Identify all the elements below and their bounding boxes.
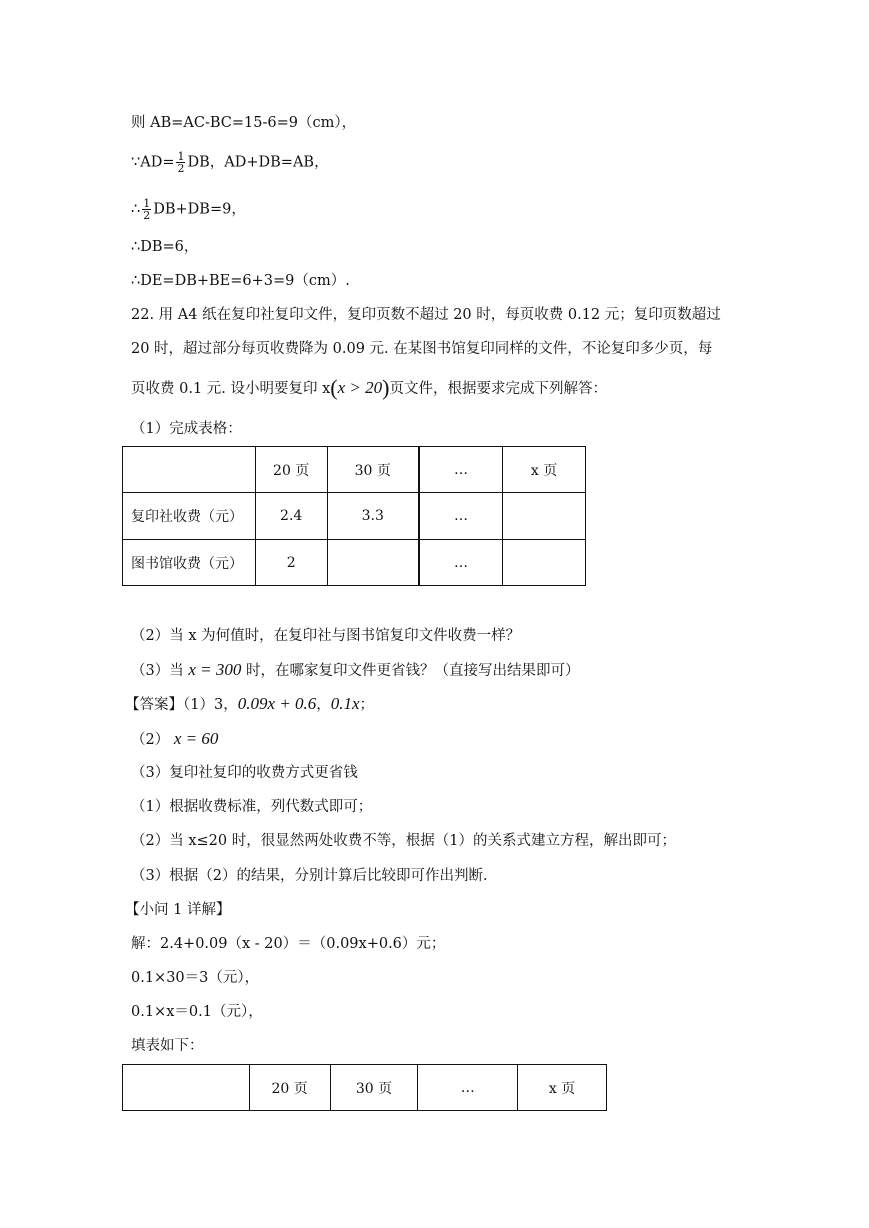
fraction-numerator: 1 bbox=[177, 150, 185, 163]
question-text: 时，在哪家复印文件更省钱？（直接写出结果即可） bbox=[245, 663, 580, 679]
solution-step-3: 0.1×x＝0.1（元）， bbox=[131, 1004, 263, 1020]
answer-2-line bbox=[131, 729, 218, 750]
table-header-cell: … bbox=[419, 447, 503, 493]
question-text: （3）当 bbox=[131, 663, 184, 679]
separator: ， bbox=[316, 697, 331, 713]
question-text: 页收费 0.1 元. 设小明要复印 x bbox=[131, 381, 331, 397]
detail-heading: 【小问 1 详解】 bbox=[125, 902, 231, 918]
table-header-row bbox=[123, 1065, 607, 1111]
analysis-line-1: （1）根据收费标准，列代数式即可； bbox=[131, 799, 373, 815]
part-1-prompt: （1）完成表格： bbox=[131, 421, 242, 437]
math-expression: 0.09x + 0.6 bbox=[237, 694, 317, 713]
table-row bbox=[123, 540, 586, 586]
fraction-denominator: 2 bbox=[177, 162, 185, 175]
answer-line bbox=[125, 694, 374, 715]
fraction-denominator: 2 bbox=[143, 209, 151, 222]
question-text: 页文件，根据要求完成下列解答： bbox=[389, 381, 607, 397]
fraction-half bbox=[142, 198, 151, 221]
analysis-line-3: （3）根据（2）的结果，分别计算后比较即可作出判断. bbox=[131, 868, 488, 884]
math-expression: 0.1x bbox=[330, 694, 360, 713]
table-header-cell: … bbox=[418, 1065, 518, 1111]
solution-step-1: 解：2.4+0.09（x - 20）＝（0.09x+0.6）元； bbox=[131, 936, 446, 952]
fraction-numerator: 1 bbox=[143, 197, 151, 210]
solution-line-ab: 则 AB=AC-BC=15-6=9（cm）， bbox=[131, 115, 357, 131]
table-cell: 2.4 bbox=[255, 493, 327, 540]
question-22-line-1: 22. 用 A4 纸在复印社复印文件，复印页数不超过 20 时，每页收费 0.12 元；复印页数超过 bbox=[131, 307, 721, 323]
fraction-half bbox=[176, 151, 185, 174]
math-x-60: x = 60 bbox=[173, 729, 219, 748]
table-header-cell: 30 页 bbox=[330, 1065, 418, 1111]
table-header-cell: x 页 bbox=[503, 447, 586, 493]
table-cell: 2 bbox=[255, 540, 327, 586]
fee-table bbox=[122, 446, 586, 586]
math-x-300: x = 300 bbox=[188, 660, 242, 679]
answer-label: 【答案】（1）3， bbox=[125, 697, 238, 713]
table-header-row bbox=[123, 447, 586, 493]
row-label: 复印社收费（元） bbox=[123, 493, 256, 540]
table-cell: … bbox=[419, 493, 503, 540]
table-header-cell: x 页 bbox=[518, 1065, 607, 1111]
table-header-cell: 20 页 bbox=[249, 1065, 330, 1111]
analysis-line-2: （2）当 x≤20 时，很显然两处收费不等，根据（1）的关系式建立方程，解出即可； bbox=[131, 833, 676, 849]
table-cell bbox=[327, 540, 419, 586]
table-cell: 3.3 bbox=[327, 493, 419, 540]
solution-line-db: ∴DB=6， bbox=[131, 239, 199, 255]
table-header-cell: 30 页 bbox=[327, 447, 419, 493]
solution-line-half-db bbox=[131, 198, 246, 221]
solution-line-de: ∴DE=DB+BE=6+3=9（cm）. bbox=[131, 273, 350, 289]
equation-text: DB+DB=9， bbox=[153, 201, 246, 218]
answer-3-line: （3）复印社复印的收费方式更省钱 bbox=[131, 765, 358, 781]
row-label: 图书馆收费（元） bbox=[123, 540, 256, 586]
separator: ； bbox=[359, 697, 375, 713]
table-cell: … bbox=[419, 540, 503, 586]
part-3-prompt bbox=[131, 660, 579, 681]
solution-step-4: 填表如下： bbox=[131, 1038, 204, 1054]
table-header-cell: 20 页 bbox=[255, 447, 327, 493]
answer-text: （2） bbox=[131, 732, 170, 748]
table-cell bbox=[503, 493, 586, 540]
therefore-symbol: ∴ bbox=[131, 201, 141, 218]
table-cell bbox=[503, 540, 586, 586]
question-22-line-3 bbox=[131, 375, 607, 400]
table-cell bbox=[123, 447, 256, 493]
math-condition: x > 20 bbox=[337, 378, 383, 397]
solution-line-ad bbox=[131, 151, 329, 174]
part-2-prompt: （2）当 x 为何值时，在复印社与图书馆复印文件收费一样？ bbox=[131, 628, 521, 644]
ad-suffix: DB，AD+DB=AB， bbox=[187, 154, 329, 171]
question-22-line-2: 20 时，超过部分每页收费降为 0.09 元. 在某图书馆复印同样的文件，不论复印多少页，每 bbox=[131, 341, 713, 357]
left-paren: ( bbox=[330, 375, 338, 400]
table-cell bbox=[123, 1065, 250, 1111]
table-row bbox=[123, 493, 586, 540]
solution-step-2: 0.1×30＝3（元）， bbox=[131, 970, 260, 986]
ad-prefix: ∵AD= bbox=[131, 154, 175, 171]
fee-table-filled bbox=[122, 1064, 607, 1111]
right-paren: ) bbox=[382, 375, 390, 400]
